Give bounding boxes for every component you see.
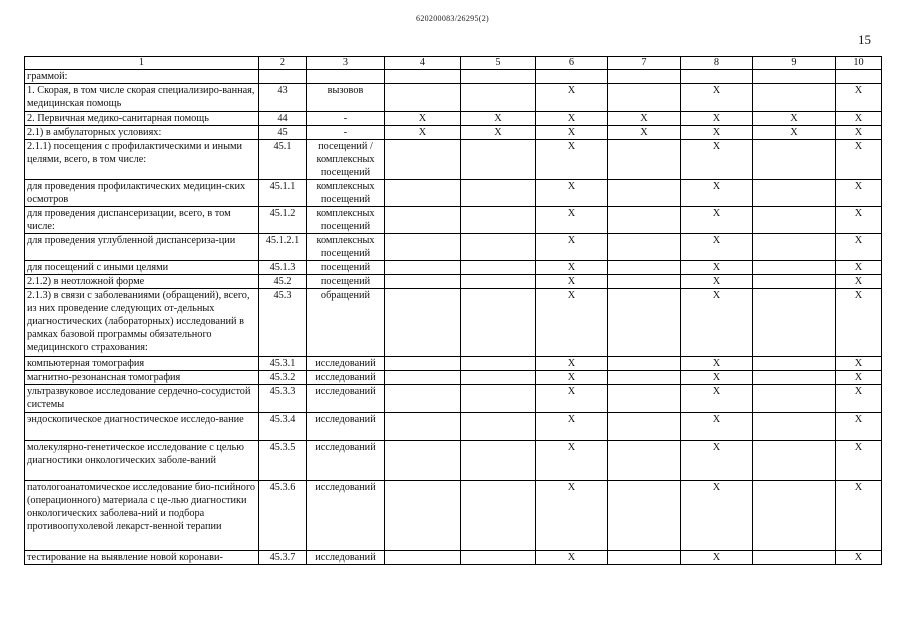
mark-cell xyxy=(836,70,882,84)
table-row xyxy=(25,371,882,385)
column-header: 4 xyxy=(385,57,461,70)
mark-cell xyxy=(461,385,536,413)
row-unit-cell: - xyxy=(307,112,385,126)
row-code-cell: 45.1.1 xyxy=(259,180,307,207)
mark-cell: X xyxy=(536,112,608,126)
mark-cell xyxy=(385,140,461,180)
mark-cell: X xyxy=(681,357,753,371)
mark-cell: X xyxy=(681,126,753,140)
column-header: 9 xyxy=(753,57,836,70)
row-name-cell: 2.1.3) в связи с заболеваниями (обращений), всего, из них проведение следующих от-дельных диагностических (лабораторных) исследований в рамках базовой программы обязательного медицинского страхования: xyxy=(25,289,259,357)
row-name-cell: для проведения диспансеризации, всего, в том числе: xyxy=(25,207,259,234)
mark-cell: X xyxy=(836,371,882,385)
mark-cell: X xyxy=(681,140,753,180)
row-unit-cell: исследований xyxy=(307,441,385,481)
row-code-cell: 45.1 xyxy=(259,140,307,180)
mark-cell xyxy=(753,207,836,234)
mark-cell: X xyxy=(536,180,608,207)
mark-cell xyxy=(753,551,836,565)
mark-cell xyxy=(385,441,461,481)
mark-cell xyxy=(461,289,536,357)
row-name-cell: тестирование на выявление новой коронави- xyxy=(25,551,259,565)
mark-cell: X xyxy=(836,112,882,126)
row-unit-cell: комплексных посещений xyxy=(307,234,385,261)
mark-cell xyxy=(461,481,536,551)
row-unit-cell: посещений / комплексных посещений xyxy=(307,140,385,180)
table-row xyxy=(25,289,882,357)
mark-cell: X xyxy=(536,126,608,140)
row-code-cell: 44 xyxy=(259,112,307,126)
mark-cell: X xyxy=(681,385,753,413)
mark-cell xyxy=(461,357,536,371)
table-row xyxy=(25,275,882,289)
mark-cell xyxy=(753,84,836,112)
mark-cell: X xyxy=(753,126,836,140)
mark-cell xyxy=(608,180,681,207)
row-code-cell: 45.2 xyxy=(259,275,307,289)
mark-cell xyxy=(385,84,461,112)
row-unit-cell: исследований xyxy=(307,413,385,441)
table-row xyxy=(25,112,882,126)
row-code-cell: 45.3.3 xyxy=(259,385,307,413)
mark-cell xyxy=(461,441,536,481)
table-row xyxy=(25,413,882,441)
row-name-cell: для проведения профилактических медицин-ских осмотров xyxy=(25,180,259,207)
mark-cell: X xyxy=(836,84,882,112)
row-unit-cell: исследований xyxy=(307,357,385,371)
mark-cell xyxy=(753,441,836,481)
row-unit-cell: комплексных посещений xyxy=(307,207,385,234)
mark-cell xyxy=(608,207,681,234)
row-code-cell: 45.3.2 xyxy=(259,371,307,385)
mark-cell xyxy=(608,234,681,261)
row-code-cell: 45.1.2.1 xyxy=(259,234,307,261)
mark-cell xyxy=(385,275,461,289)
row-name-cell: 2.1.1) посещения с профилактическими и иными целями, всего, в том числе: xyxy=(25,140,259,180)
mark-cell xyxy=(461,207,536,234)
page-number: 15 xyxy=(858,32,871,47)
mark-cell: X xyxy=(536,385,608,413)
mark-cell xyxy=(461,551,536,565)
row-code-cell: 45 xyxy=(259,126,307,140)
row-name-cell: 2.1.2) в неотложной форме xyxy=(25,275,259,289)
row-name-cell: 2.1) в амбулаторных условиях: xyxy=(25,126,259,140)
mark-cell xyxy=(461,371,536,385)
row-unit-cell: исследований xyxy=(307,481,385,551)
mark-cell: X xyxy=(681,84,753,112)
mark-cell: X xyxy=(836,207,882,234)
row-unit-cell: посещений xyxy=(307,275,385,289)
mark-cell xyxy=(608,385,681,413)
mark-cell: X xyxy=(461,126,536,140)
column-header: 1 xyxy=(25,57,259,70)
table-row xyxy=(25,207,882,234)
mark-cell: X xyxy=(836,275,882,289)
mark-cell xyxy=(385,70,461,84)
column-header: 6 xyxy=(536,57,608,70)
mark-cell: X xyxy=(536,140,608,180)
mark-cell xyxy=(608,357,681,371)
table-row xyxy=(25,84,882,112)
mark-cell xyxy=(608,481,681,551)
mark-cell: X xyxy=(836,289,882,357)
mark-cell xyxy=(385,357,461,371)
mark-cell: X xyxy=(836,180,882,207)
column-header: 5 xyxy=(461,57,536,70)
mark-cell: X xyxy=(681,551,753,565)
mark-cell xyxy=(608,441,681,481)
mark-cell xyxy=(753,357,836,371)
mark-cell: X xyxy=(536,289,608,357)
mark-cell xyxy=(461,234,536,261)
mark-cell xyxy=(461,180,536,207)
mark-cell: X xyxy=(536,371,608,385)
mark-cell: X xyxy=(536,275,608,289)
mark-cell xyxy=(608,70,681,84)
row-name-cell: молекулярно-генетическое исследование с целью диагностики онкологических заболе-ваний xyxy=(25,441,259,481)
mark-cell xyxy=(385,385,461,413)
mark-cell: X xyxy=(836,413,882,441)
row-name-cell: ультразвуковое исследование сердечно-сосудистой системы xyxy=(25,385,259,413)
mark-cell: X xyxy=(681,234,753,261)
column-header: 8 xyxy=(681,57,753,70)
mark-cell: X xyxy=(836,261,882,275)
column-header: 7 xyxy=(608,57,681,70)
data-table xyxy=(24,56,882,565)
mark-cell: X xyxy=(536,357,608,371)
mark-cell xyxy=(461,261,536,275)
mark-cell xyxy=(461,84,536,112)
mark-cell: X xyxy=(681,441,753,481)
mark-cell xyxy=(753,180,836,207)
mark-cell: X xyxy=(681,289,753,357)
row-unit-cell: исследований xyxy=(307,385,385,413)
mark-cell: X xyxy=(836,126,882,140)
table-row xyxy=(25,441,882,481)
mark-cell: X xyxy=(753,112,836,126)
row-code-cell: 45.1.2 xyxy=(259,207,307,234)
table-row xyxy=(25,126,882,140)
row-code-cell: 45.3.4 xyxy=(259,413,307,441)
row-name-cell: граммой: xyxy=(25,70,259,84)
mark-cell xyxy=(461,275,536,289)
mark-cell: X xyxy=(681,261,753,275)
row-unit-cell: комплексных посещений xyxy=(307,180,385,207)
row-code-cell: 45.3.1 xyxy=(259,357,307,371)
mark-cell xyxy=(753,413,836,441)
mark-cell xyxy=(385,289,461,357)
table-row xyxy=(25,234,882,261)
row-unit-cell: исследований xyxy=(307,551,385,565)
table-row xyxy=(25,70,882,84)
mark-cell xyxy=(385,551,461,565)
row-code-cell: 43 xyxy=(259,84,307,112)
mark-cell xyxy=(608,413,681,441)
row-unit-cell: исследований xyxy=(307,371,385,385)
mark-cell: X xyxy=(536,84,608,112)
mark-cell: X xyxy=(836,481,882,551)
mark-cell: X xyxy=(385,112,461,126)
mark-cell: X xyxy=(536,207,608,234)
mark-cell xyxy=(461,70,536,84)
row-name-cell: для посещений с иными целями xyxy=(25,261,259,275)
table-row xyxy=(25,481,882,551)
mark-cell: X xyxy=(836,140,882,180)
table-row xyxy=(25,140,882,180)
table-row xyxy=(25,551,882,565)
row-name-cell: патологоанатомическое исследование био-псийного (операционного) материала с це-лью диагностики онкологических заболева-ний и подбора противоопухолевой лекарст-венной терапии xyxy=(25,481,259,551)
mark-cell xyxy=(681,70,753,84)
mark-cell xyxy=(385,180,461,207)
mark-cell: X xyxy=(836,551,882,565)
mark-cell: X xyxy=(681,112,753,126)
mark-cell: X xyxy=(681,371,753,385)
row-name-cell: 2. Первичная медико-санитарная помощь xyxy=(25,112,259,126)
column-header: 3 xyxy=(307,57,385,70)
row-code-cell: 45.3 xyxy=(259,289,307,357)
table-row xyxy=(25,357,882,371)
mark-cell xyxy=(753,261,836,275)
row-unit-cell: вызовов xyxy=(307,84,385,112)
mark-cell: X xyxy=(836,357,882,371)
row-unit-cell: обращений xyxy=(307,289,385,357)
mark-cell xyxy=(753,289,836,357)
mark-cell xyxy=(753,385,836,413)
mark-cell xyxy=(385,207,461,234)
mark-cell: X xyxy=(536,261,608,275)
column-header: 2 xyxy=(259,57,307,70)
row-unit-cell xyxy=(307,70,385,84)
mark-cell: X xyxy=(681,481,753,551)
mark-cell: X xyxy=(536,481,608,551)
mark-cell xyxy=(608,275,681,289)
mark-cell xyxy=(461,140,536,180)
mark-cell: X xyxy=(536,441,608,481)
document-id: 620200083/26295(2) xyxy=(416,14,489,23)
table-row xyxy=(25,385,882,413)
mark-cell xyxy=(608,84,681,112)
row-name-cell: компьютерная томография xyxy=(25,357,259,371)
row-code-cell: 45.3.6 xyxy=(259,481,307,551)
row-unit-cell: посещений xyxy=(307,261,385,275)
row-code-cell xyxy=(259,70,307,84)
mark-cell xyxy=(753,70,836,84)
mark-cell xyxy=(753,481,836,551)
mark-cell xyxy=(753,275,836,289)
row-name-cell: для проведения углубленной диспансеризa-ции xyxy=(25,234,259,261)
mark-cell xyxy=(608,261,681,275)
mark-cell xyxy=(385,371,461,385)
mark-cell xyxy=(385,481,461,551)
mark-cell: X xyxy=(536,234,608,261)
table-header-row xyxy=(25,57,882,70)
mark-cell: X xyxy=(681,180,753,207)
table-row xyxy=(25,180,882,207)
mark-cell xyxy=(753,140,836,180)
mark-cell xyxy=(385,261,461,275)
row-unit-cell: - xyxy=(307,126,385,140)
mark-cell: X xyxy=(608,126,681,140)
row-code-cell: 45.3.5 xyxy=(259,441,307,481)
mark-cell: X xyxy=(385,126,461,140)
mark-cell: X xyxy=(836,441,882,481)
mark-cell xyxy=(461,413,536,441)
mark-cell: X xyxy=(536,413,608,441)
mark-cell xyxy=(753,371,836,385)
mark-cell: X xyxy=(836,234,882,261)
mark-cell: X xyxy=(536,551,608,565)
mark-cell: X xyxy=(681,413,753,441)
mark-cell: X xyxy=(681,207,753,234)
mark-cell xyxy=(608,140,681,180)
table-row xyxy=(25,261,882,275)
mark-cell: X xyxy=(836,385,882,413)
mark-cell xyxy=(753,234,836,261)
row-code-cell: 45.3.7 xyxy=(259,551,307,565)
row-name-cell: эндоскопическое диагностическое исследо-вание xyxy=(25,413,259,441)
mark-cell: X xyxy=(461,112,536,126)
mark-cell xyxy=(608,551,681,565)
mark-cell xyxy=(608,371,681,385)
mark-cell xyxy=(536,70,608,84)
column-header: 10 xyxy=(836,57,882,70)
mark-cell: X xyxy=(608,112,681,126)
mark-cell xyxy=(385,234,461,261)
mark-cell: X xyxy=(681,275,753,289)
mark-cell xyxy=(608,289,681,357)
row-name-cell: магнитно-резонансная томография xyxy=(25,371,259,385)
row-name-cell: 1. Скорая, в том числе скорая специализиро-ванная, медицинская помощь xyxy=(25,84,259,112)
mark-cell xyxy=(385,413,461,441)
row-code-cell: 45.1.3 xyxy=(259,261,307,275)
